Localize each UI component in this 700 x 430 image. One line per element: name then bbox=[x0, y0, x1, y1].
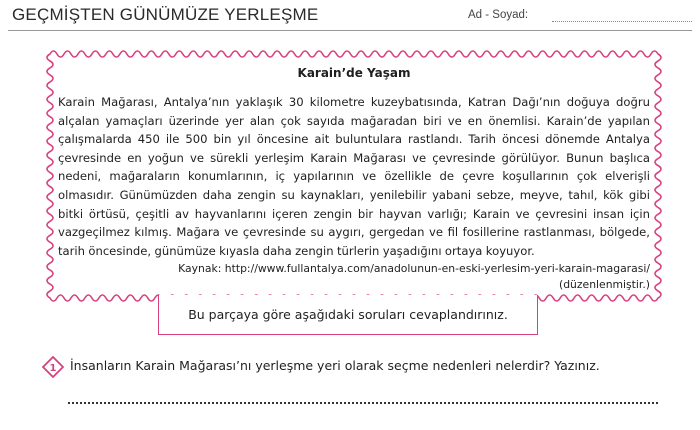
passage-body: Karain Mağarası, Antalya’nın yaklaşık 30 kilometre kuzeybatısında, Katran Dağı’nın doğuya doğru alçalan yamaçları üzerinde yer alan çok sayıda mağaradan biri ve en önemlisi. Karain’de yapılan çalışmalarda 450 ile 500 bin yıl öncesine ait buluntulara rastlandı. Tarih öncesi dönemde Antalya çevresinde en yoğun ve sürekli yerleşim Karain Mağarası ve çevresinde görülüyor. Bunun başlıca nedeni, mağaraların konumlarının, iç yapılarının ve özellikle de çevre koşullarının çok elverişli olmasıdır. Günümüzden daha zengin su kaynakları, yenilebilir yabani sebze, meyve, tahıl, kök gibi bitki örtüsü, çeşitli av hayvanlarını içeren zengin bir hayvan varlığı; Karain ve çevresini insan için vazgeçilmez kılmış. Mağara ve çevresinde su aygırı, gergedan ve fil fosillerine rastlanması, bölgede, tarih öncesinde, günümüze kıyasla daha zengin türlerin yaşadığını ortaya koyuyor. bbox=[58, 95, 650, 258]
instruction-box bbox=[158, 295, 538, 335]
reading-passage bbox=[58, 62, 650, 293]
name-label: Ad - Soyad: bbox=[468, 9, 529, 21]
pink-diamond-number-icon bbox=[42, 356, 64, 378]
source-citation bbox=[58, 261, 650, 293]
header-divider bbox=[8, 30, 692, 31]
name-answer-line[interactable] bbox=[552, 21, 692, 22]
source-url: Kaynak: http://www.fullantalya.com/anadolunun-en-eski-yerlesim-yeri-karain-magarasi/ bbox=[178, 262, 650, 276]
worksheet-title: GEÇMİŞTEN GÜNÜMÜZE YERLEŞME bbox=[12, 5, 319, 24]
passage-title: Karain’de Yaşam bbox=[297, 66, 411, 80]
instruction-text: Bu parçaya göre aşağıdaki soruları cevaplandırınız. bbox=[188, 307, 508, 322]
question-number: 1 bbox=[49, 363, 57, 374]
edited-note: (düzenlenmiştir.) bbox=[558, 278, 650, 292]
answer-line[interactable] bbox=[68, 402, 658, 404]
question-text: İnsanların Karain Mağarası’nı yerleşme yeri olarak seçme nedenleri nelerdir? Yazınız. bbox=[70, 358, 600, 373]
